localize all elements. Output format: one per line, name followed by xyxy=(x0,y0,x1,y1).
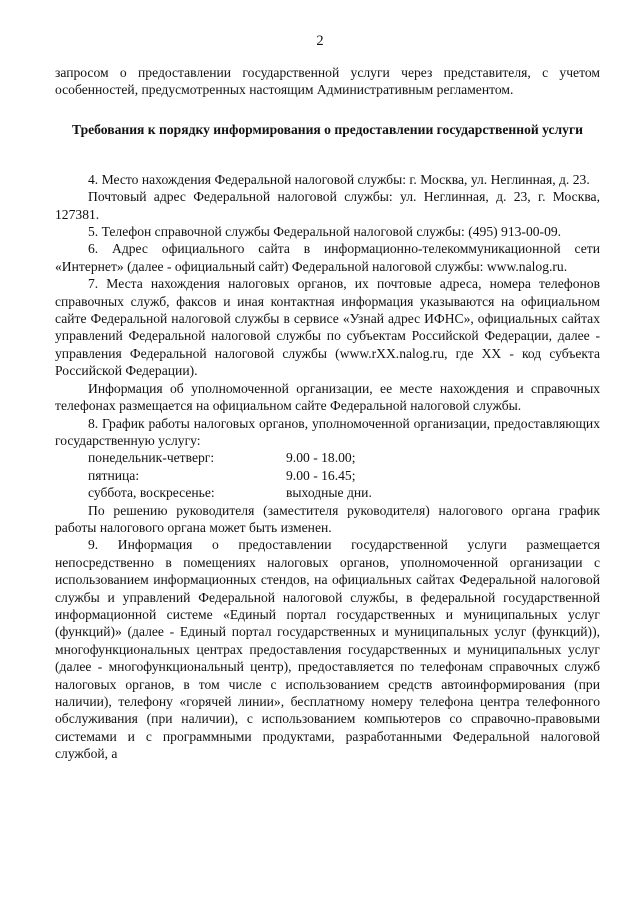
paragraph: Информация об уполномоченной организации, ее месте нахождения и справочных телефонах размещается на официальном сайте Федеральной налоговой службы. xyxy=(55,380,600,414)
schedule-hours: 9.00 - 16.45; xyxy=(286,467,356,483)
paragraph: 7. Места нахождения налоговых органов, их почтовые адреса, номера телефонов справочных служб, факсов и иная контактная информация указываются на официальном сайте Федеральной налоговой службы в сервисе «Узнай адрес ИФНС», официальных сайтах управлений Федеральной налоговой службы по субъектам Российской Федерации, далее - управления Федеральной налоговой службы (www.rXX.nalog.ru, где XX - код субъекта Российской Федерации). xyxy=(55,276,600,379)
paragraph: По решению руководителя (заместителя руководителя) налогового органа график работы налогового органа может быть изменен. xyxy=(55,502,600,535)
schedule-days: пятница: xyxy=(88,467,140,483)
page-number: 2 xyxy=(316,33,324,49)
section-heading: Требования к порядку информирования о предоставлении государственной услуги xyxy=(72,121,583,137)
paragraph: 6. Адрес официального сайта в информационно-телекоммуникационной сети «Интернет» (далее - официальный сайт) Федеральной налоговой службы: www.nalog.ru. xyxy=(55,241,600,274)
paragraph: 5. Телефон справочной службы Федеральной налоговой службы: (495) 913-00-09. xyxy=(88,224,562,240)
intro-paragraph: запросом о предоставлении государственной услуги через представителя, с учетом особенностей, предусмотренных настоящим Административным регламентом. xyxy=(55,65,600,98)
schedule-days: понедельник-четверг: xyxy=(88,450,215,466)
paragraph: 8. График работы налоговых органов, уполномоченной организации, предоставляющих государственную услугу: xyxy=(55,415,600,448)
paragraph: Почтовый адрес Федеральной налоговой службы: ул. Неглинная, д. 23, г. Москва, 127381. xyxy=(55,189,600,222)
paragraph: 9. Информация о предоставлении государственной услуги размещается непосредственно в помещениях налоговых органов, уполномоченной организации с использованием информационных стендов, на официальных сайтах Федеральной налоговой службы и управлений Федеральной налоговой службы, в федеральной государственной информационной системе «Единый портал государственных и муниципальных услуг (функций)» (далее - Единый портал государственных и муниципальных услуг (функций)), многофункциональных центрах предоставления государственных и муниципальных услуг (далее - многофункциональный центр), предоставляется по телефонам справочных служб налоговых органов, в том числе с использованием средств автоинформирования (при наличии), телефону «горячей линии», бесплатному номеру телефона центра телефонного обслуживания (при наличии), с использованием компьютеров со справочно-правовыми системами и с программными продуктами, разработанными Федеральной налоговой службой, а xyxy=(55,537,600,762)
schedule-hours: выходные дни. xyxy=(286,485,372,501)
work-schedule xyxy=(55,449,600,501)
schedule-hours: 9.00 - 18.00; xyxy=(286,450,356,466)
schedule-days: суббота, воскресенье: xyxy=(88,485,215,501)
paragraph: 4. Место нахождения Федеральной налоговой службы: г. Москва, ул. Неглинная, д. 23. xyxy=(88,171,590,187)
document-body xyxy=(55,64,600,763)
